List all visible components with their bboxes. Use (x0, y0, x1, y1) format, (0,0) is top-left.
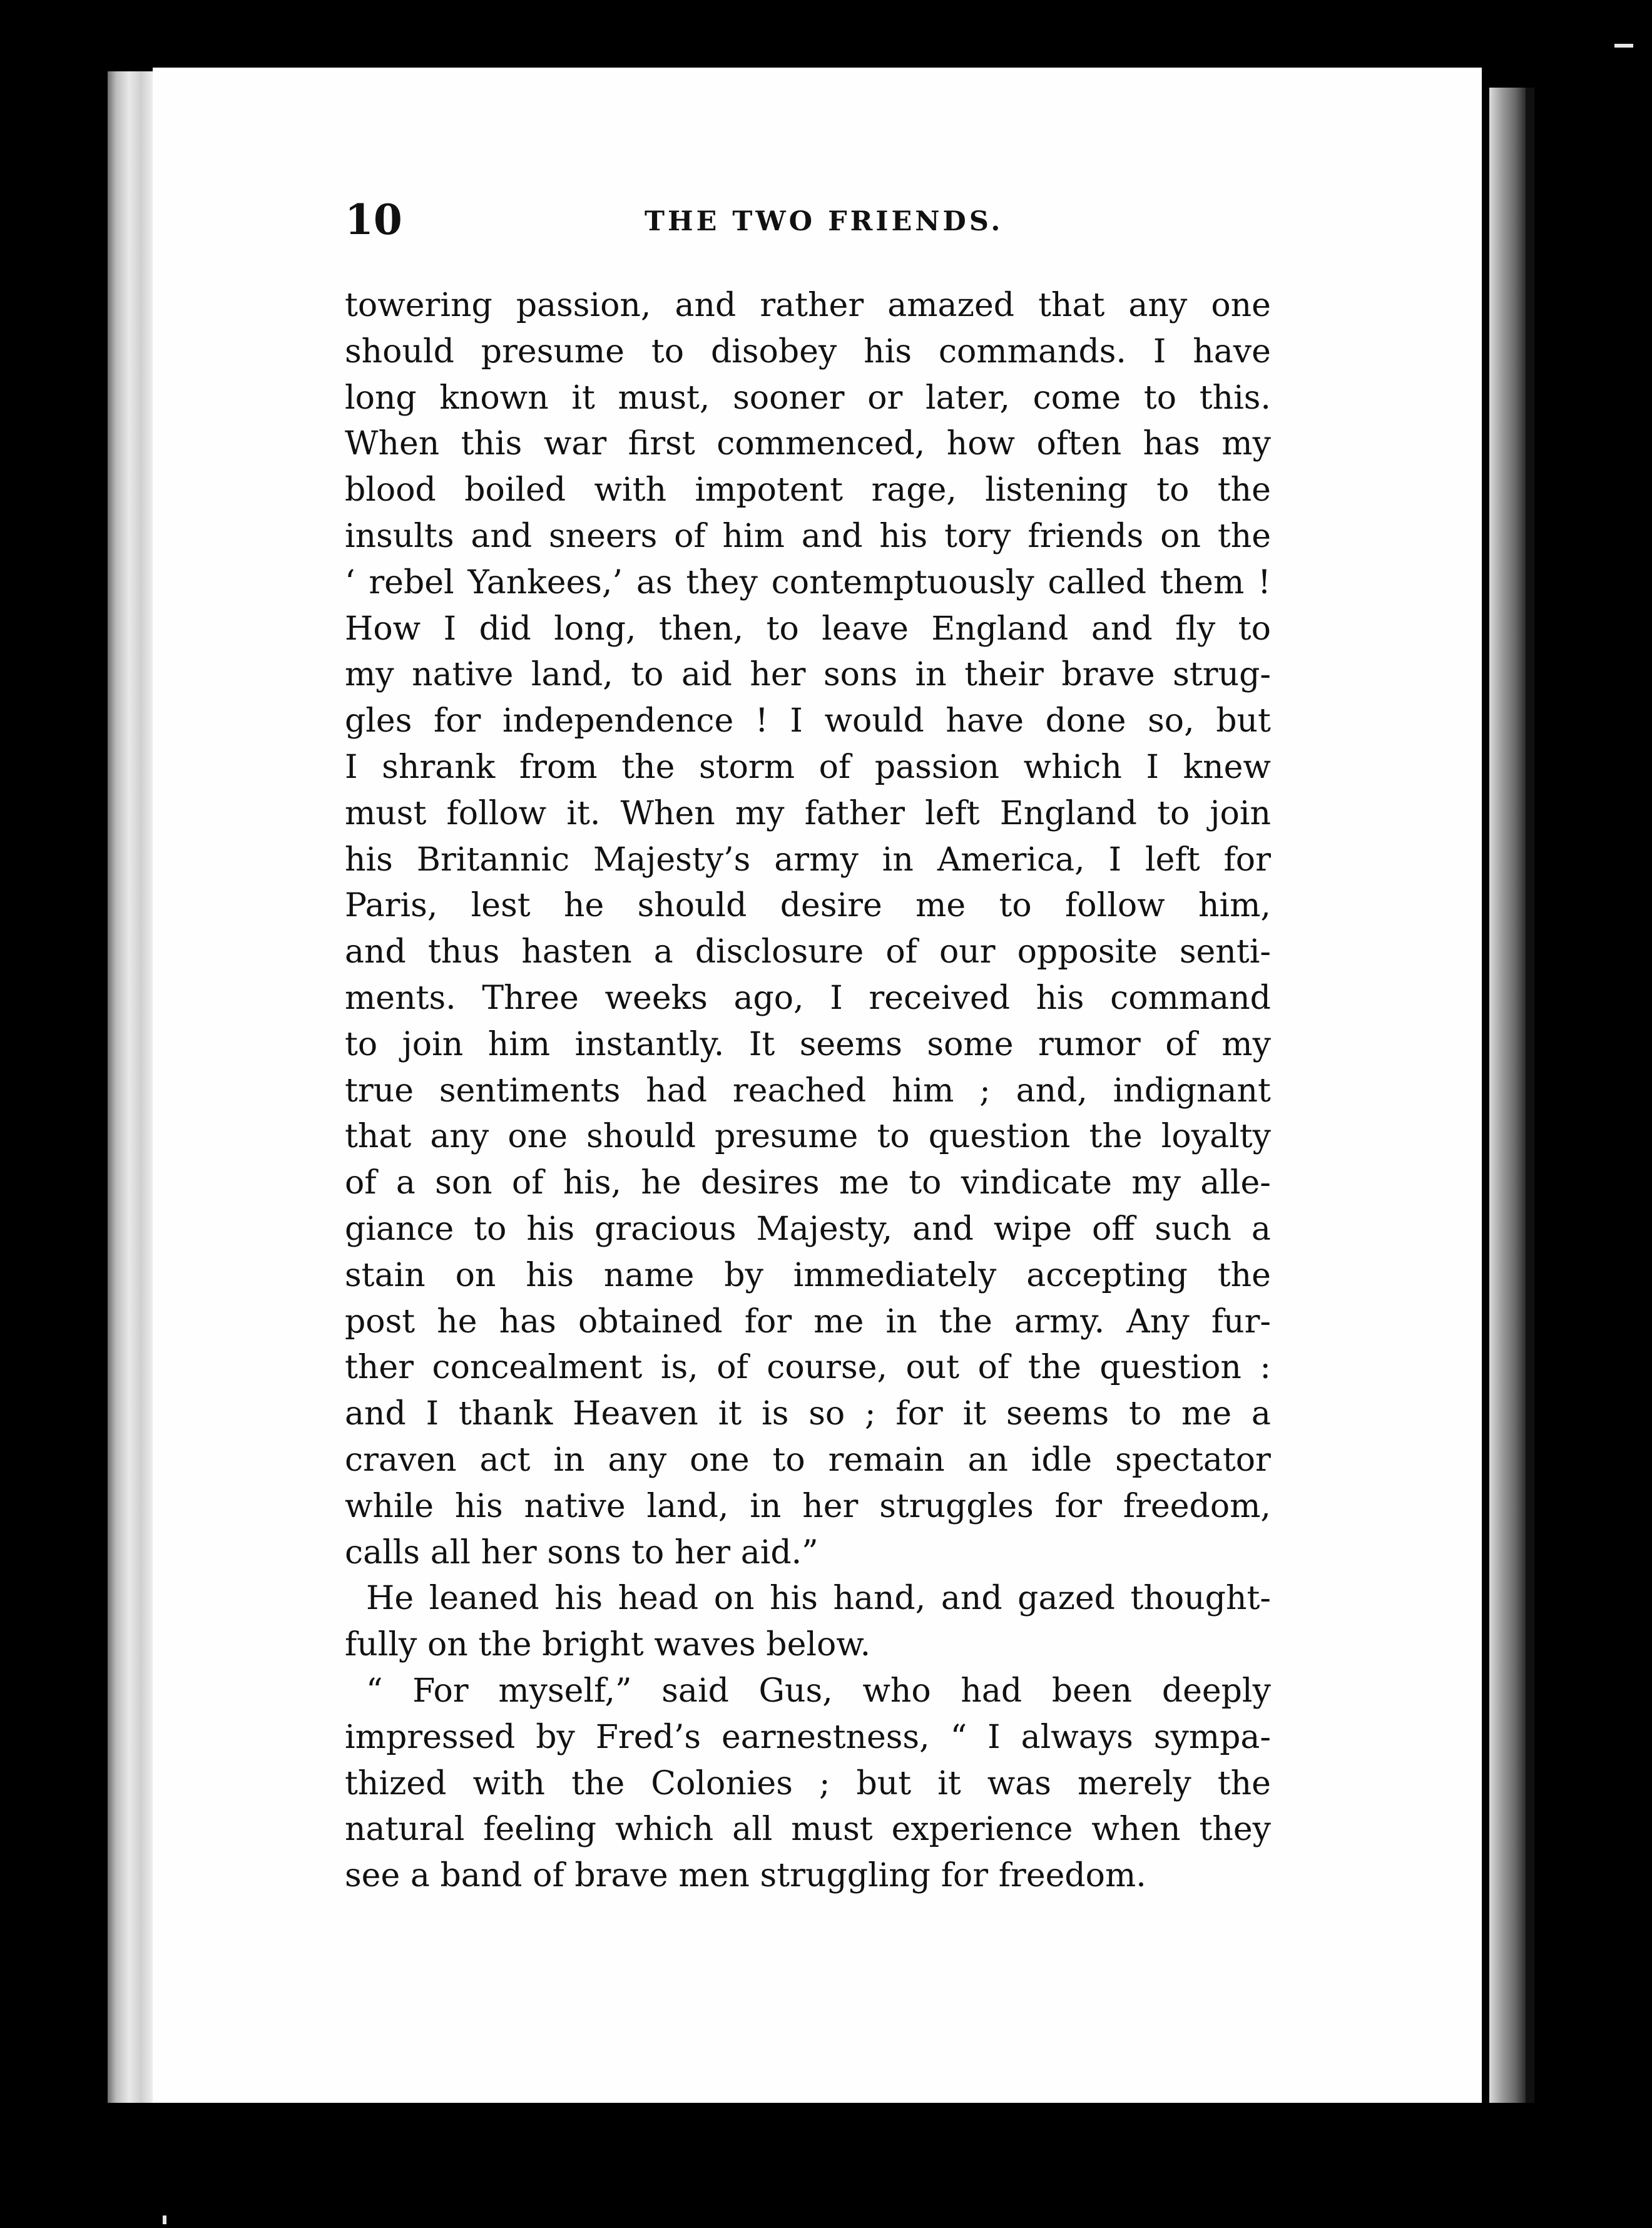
text-line: post he has obtained for me in the army. Any fur- (345, 1302, 1271, 1341)
text-line: thized with the Colonies ; but it was merely the (345, 1764, 1271, 1802)
text-line: calls all her sons to her aid.” (345, 1533, 818, 1571)
text-line: impressed by Fred’s earnestness, “ I always sympa- (345, 1718, 1271, 1756)
text-line: He leaned his head on his hand, and gazed thought- (366, 1580, 1271, 1618)
body-text (345, 283, 1271, 1899)
right-page-edge (1489, 88, 1526, 2103)
text-line: his Britannic Majesty’s army in America, I left for (345, 841, 1271, 879)
text-line: while his native land, in her struggles for freedom, (345, 1487, 1271, 1525)
text-line: “ For myself,” said Gus, who had been deeply (366, 1672, 1271, 1710)
text-line: and thus hasten a disclosure of our opposite senti- (345, 933, 1271, 971)
text-line: When this war first commenced, how often has my (345, 425, 1271, 463)
text-line: see a band of brave men struggling for freedom. (345, 1857, 1146, 1895)
text-line: my native land, to aid her sons in their brave strug- (345, 656, 1271, 694)
text-line: Paris, lest he should desire me to follow him, (345, 887, 1271, 925)
text-line: true sentiments had reached him ; and, indignant (345, 1071, 1271, 1110)
right-page-shadow (1526, 88, 1534, 2103)
text-line: to join him instantly. It seems some rumor of my (345, 1025, 1271, 1063)
text-line: and I thank Heaven it is so ; for it seems to me a (345, 1395, 1271, 1433)
text-line: How I did long, then, to leave England and fly to (345, 610, 1271, 648)
text-line: insults and sneers of him and his tory friends on the (345, 517, 1271, 555)
page-number: 10 (345, 195, 402, 244)
text-line: craven act in any one to remain an idle spectator (345, 1441, 1271, 1479)
text-line: must follow it. When my father left England to join (345, 794, 1271, 832)
text-line: towering passion, and rather amazed that any one (345, 287, 1271, 324)
text-line: of a son of his, he desires me to vindicate my alle- (345, 1164, 1271, 1202)
text-line: blood boiled with impotent rage, listening to the (345, 471, 1271, 509)
text-line: fully on the bright waves below. (345, 1626, 871, 1664)
text-line: I shrank from the storm of passion which I knew (345, 748, 1271, 786)
book-binding-edge (108, 71, 155, 2103)
text-line: gles for independence ! I would have done so, but (345, 702, 1271, 740)
text-line: that any one should presume to question the loyalty (345, 1118, 1271, 1156)
text-line: should presume to disobey his commands. I have (345, 332, 1271, 370)
text-line: stain on his name by immediately accepting the (345, 1256, 1271, 1294)
scan-speck (163, 2215, 166, 2224)
text-line: giance to his gracious Majesty, and wipe off such a (345, 1210, 1271, 1248)
text-line: ‘ rebel Yankees,’ as they contemptuously called them ! (345, 563, 1271, 601)
text-line: long known it must, sooner or later, come to this. (345, 379, 1271, 417)
scan-speck (1614, 44, 1633, 48)
text-line: natural feeling which all must experience when they (345, 1811, 1271, 1849)
text-line: ments. Three weeks ago, I received his command (345, 979, 1271, 1017)
text-line: ther concealment is, of course, out of the question : (345, 1349, 1271, 1387)
running-head: THE TWO FRIENDS. (645, 206, 1004, 237)
